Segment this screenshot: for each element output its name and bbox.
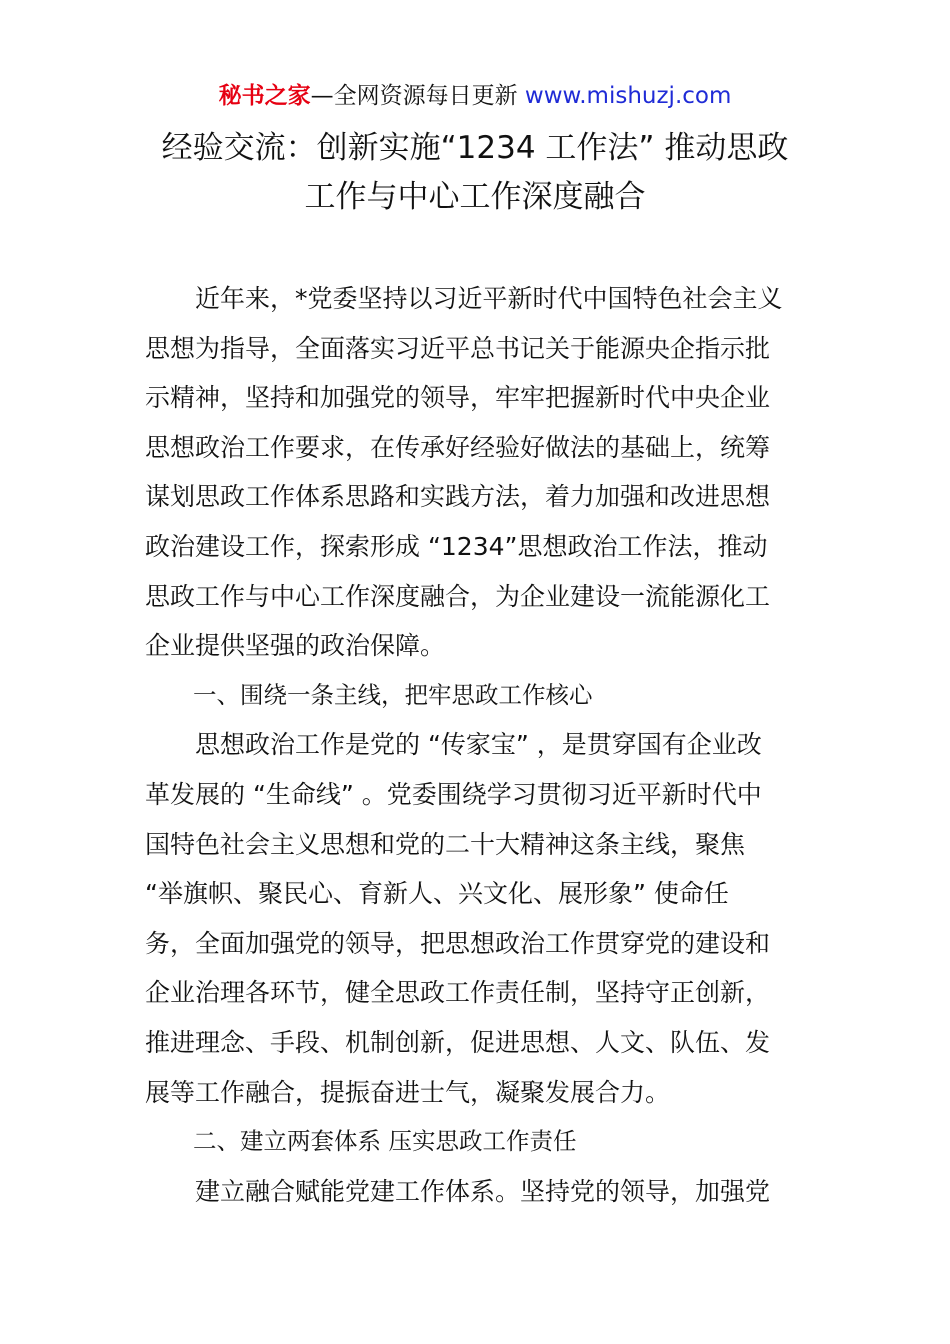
paragraph-line: 革发展的 “生命线” 。党委围绕学习贯彻习近平新时代中	[145, 779, 762, 809]
paragraph-line: “举旗帜、聚民心、育新人、兴文化、展形象” 使命任	[145, 879, 729, 909]
section-heading-1: 一、围绕一条主线，把牢思政工作核心	[193, 680, 593, 709]
site-url-link[interactable]: www.mishuzj.com	[524, 83, 732, 109]
paragraph-line: 思想政治工作是党的 “传家宝” ，是贯穿国有企业改	[195, 730, 762, 760]
site-brand: 秘书之家	[218, 83, 311, 109]
paragraph-line: 政治建设工作，探索形成 “1234”思想政治工作法，推动	[145, 531, 768, 561]
paragraph-line: 谋划思政工作体系思路和实践方法，着力加强和改进思想	[145, 482, 771, 512]
paragraph-line: 思想为指导，全面落实习近平总书记关于能源央企指示批	[145, 333, 771, 363]
site-header	[0, 80, 950, 112]
paragraph-line: 企业提供坚强的政治保障。	[145, 631, 446, 661]
document-title-line-1: 经验交流：创新实施“1234 工作法” 推动思政	[161, 130, 789, 166]
paragraph-line: 思想政治工作要求，在传承好经验好做法的基础上，统筹	[145, 432, 771, 462]
paragraph-line: 示精神，坚持和加强党的领导，牢牢把握新时代中央企业	[145, 383, 771, 413]
paragraph-line: 近年来，*党委坚持以习近平新时代中国特色社会主义	[195, 284, 783, 313]
paragraph-line: 国特色社会主义思想和党的二十大精神这条主线，聚焦	[145, 829, 746, 859]
document-body	[145, 274, 810, 1216]
site-tagline: —全网资源每日更新	[310, 83, 525, 109]
paragraph-line: 建立融合赋能党建工作体系。坚持党的领导，加强党	[195, 1176, 771, 1206]
paragraph-line: 展等工作融合，提振奋进士气，凝聚发展合力。	[145, 1077, 671, 1107]
paragraph-line: 推进理念、手段、机制创新，促进思想、人文、队伍、发	[145, 1027, 771, 1057]
paragraph-line: 思政工作与中心工作深度融合，为企业建设一流能源化工	[145, 581, 771, 611]
paragraph-line: 企业治理各环节，健全思政工作责任制，坚持守正创新，	[145, 978, 771, 1008]
paragraph-line: 务，全面加强党的领导，把思想政治工作贯穿党的建设和	[145, 928, 771, 958]
document-title-line-2: 工作与中心工作深度融合	[304, 179, 646, 215]
section-heading-2: 二、建立两套体系 压实思政工作责任	[193, 1127, 577, 1156]
